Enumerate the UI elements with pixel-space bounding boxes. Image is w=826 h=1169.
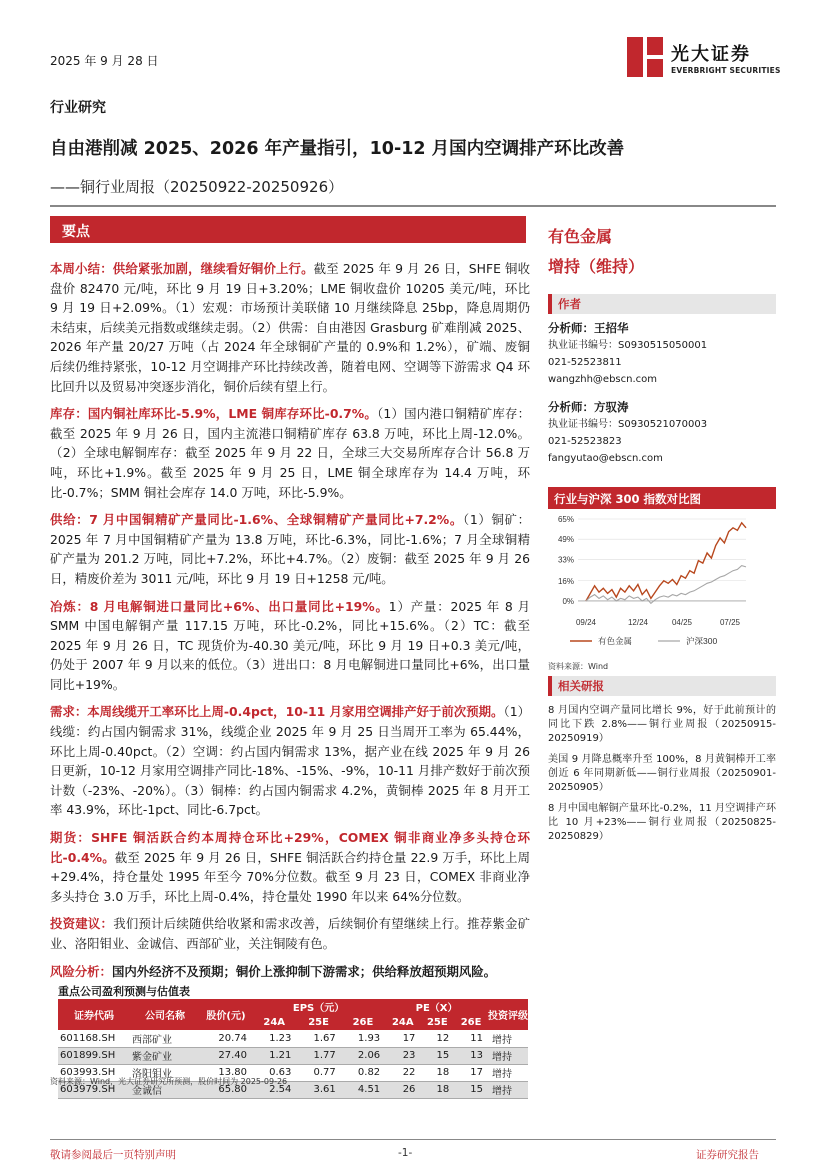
index-comparison-chart [548,513,776,653]
futures-paragraph [50,828,530,906]
paragraph-body: （1）线缆：约占国内铜需求 31%，线缆企业 2025 年 9 月 25 日当周开工率为 65.44%，环比上周-0.40pct。（2）空调：约占国内铜需求 13%，据产业在线 2025 年 9 月 26 日更新，10-12 月家用空调排产同比-18%、-15%、-9%，10-11 月排产数好于前次预计数（-23%、-20%）。（3）铜棒：约占国内铜需求 4.2%，黄铜棒 2025 年 8 月开工率 43.9%，环比-1pct、同比-6.7pct。 [50,704,530,818]
col-rating: 投资评级 [488,999,528,1030]
analyst-cert: 执业证书编号：S0930515050001 [548,340,708,351]
table-cell: 15 [420,1047,454,1064]
inventory-paragraph [50,404,530,502]
table-cell: 15 [454,1081,488,1098]
col-eps-y2: 25E [296,1014,340,1030]
header-divider [50,205,776,207]
y-tick-label: 49% [557,535,574,545]
y-tick-label: 65% [557,515,574,524]
col-price: 股价(元) [200,999,252,1030]
table-cell: 27.40 [200,1047,252,1064]
analyst-email[interactable]: fangyutao@ebscn.com [548,453,663,464]
series-line [586,566,746,604]
col-pe: PE（X） [385,999,488,1014]
analyst-phone: 021-52523823 [548,436,622,447]
paragraph-body: 1）产量：2025 年 8 月 SMM 中国电解铜产量 117.15 万吨，环比-0.2%，同比+15.6%。（2）TC：截至 2025 年 9 月 26 日，TC 现货价为-40.30 美元/吨，环比 9 月 19 日+0.3 美元/吨，仍处于 2007 年 9 月以来的低位。（3）进出口：8 月电解铜进口量同比+6%，出口量同比+19%。 [50,598,530,692]
logo-en-text: EVERBRIGHT SECURITIES [671,66,781,75]
key-points-body [50,259,530,989]
x-tick-label: 07/25 [719,618,741,627]
table-cell: 1.23 [252,1030,296,1047]
table-cell: 紫金矿业 [130,1047,200,1064]
table-cell: 26 [385,1081,420,1098]
paragraph-lead: 需求：本周线缆开工率环比上周-0.4pct，10-11 月家用空调排产好于前次预期。 [50,704,504,720]
summary-paragraph [50,259,530,396]
smelting-paragraph [50,597,530,695]
paragraph-body: 我们预计后续随供给收紧和需求改善，后续铜价有望继续上行。推荐紫金矿业、洛阳钼业、金诚信、西部矿业，关注铜陵有色。 [50,916,531,951]
authors-header: 作者 [548,294,776,314]
table-cell: 2.54 [252,1081,296,1098]
table-cell: 12 [420,1030,454,1047]
table-cell: 23 [385,1047,420,1064]
table-cell: 13 [454,1047,488,1064]
col-pe-y1: 24A [385,1014,420,1030]
demand-paragraph [50,702,530,820]
x-tick-label: 09/24 [575,618,597,627]
table-cell: 18 [420,1081,454,1098]
table-row [58,1030,528,1047]
table-note: 资料来源：Wind，光大证券研究所预测，股价时间为 2025-09-26 [50,1077,288,1086]
x-tick-label: 12/24 [627,618,649,627]
analyst-phone: 021-52523811 [548,357,622,368]
paragraph-body: 国内外经济不及预期；铜价上涨抑制下游需求；供给释放超预期风险。 [111,963,497,979]
paragraph-lead: 投资建议： [50,916,114,932]
table-cell: 1.77 [296,1047,340,1064]
paragraph-lead: 供给：7 月中国铜精矿产量同比-1.6%、全球铜精矿产量同比+7.2%。 [50,512,463,528]
logo-cn-text: 光大证券 [671,44,751,65]
sector-name: 有色金属 [548,227,613,246]
logo-mark-icon [627,37,663,77]
table-cell: 增持 [488,1047,528,1064]
col-pe-y3: 26E [454,1014,488,1030]
analyst-email[interactable]: wangzhh@ebscn.com [548,374,657,385]
paragraph-lead: 期货：SHFE 铜活跃合约本周持仓环比+29%，COMEX 铜非商业净多头持仓环比-0.4%。 [50,830,530,865]
supply-paragraph [50,510,530,588]
table-cell: 11 [454,1030,488,1047]
table-cell: 601168.SH [58,1030,130,1047]
table-cell: 0.82 [341,1064,385,1081]
analyst-cert: 执业证书编号：S0930521070003 [548,419,708,430]
paragraph-body: 截至 2025 年 9 月 26 日，SHFE 铜活跃合约持仓量 22.9 万手，环比上周+29.4%，持仓量处 1995 年至今 70%分位数。截至 9 月 23 日，COMEX 非商业净多头持仓 3.0 万手，环比上周-0.4%，持仓量处 1990 年以来 64%分位数。 [50,849,531,904]
col-eps-y1: 24A [252,1014,296,1030]
table-cell: 增持 [488,1064,528,1081]
analyst-name: 分析师：王招华 [548,321,629,335]
x-tick-label: 04/25 [671,618,693,627]
table-cell: 1.93 [341,1030,385,1047]
chart-title-bar: 行业与沪深 300 指数对比图 [548,487,776,509]
chart-source: 资料来源：Wind [548,662,609,671]
table-cell: 洛阳钼业 [130,1064,200,1081]
table-cell: 17 [385,1030,420,1047]
table-cell: 1.67 [296,1030,340,1047]
table-cell: 西部矿业 [130,1030,200,1047]
company-logo [627,34,781,82]
table-cell: 金诚信 [130,1081,200,1098]
table-cell: 22 [385,1064,420,1081]
col-eps: EPS（元） [252,999,385,1014]
analyst-card [548,319,776,388]
analyst-card [548,398,776,467]
col-code: 证券代码 [58,999,130,1030]
footer-disclaimer[interactable]: 敬请参阅最后一页特别声明 [50,1149,176,1161]
paragraph-lead: 风险分析： [50,963,112,979]
table-cell: 2.06 [341,1047,385,1064]
table-cell: 0.63 [252,1064,296,1081]
related-report-item[interactable]: 8 月国内空调产量同比增长 9%，好于此前预计的同比下跌 2.8%——铜行业周报（20250915-20250919） [548,705,776,744]
investment-paragraph [50,914,530,953]
related-report-item[interactable]: 8 月中国电解铜产量环比-0.2%，11 月空调排产环比 10 月+23%——铜行业周报（20250825-20250829） [548,803,776,842]
table-cell: 603993.SH [58,1064,130,1081]
table-cell: 增持 [488,1081,528,1098]
table-cell: 13.80 [200,1064,252,1081]
sector-rating: 增持（维持） [548,257,645,276]
table-row [58,1047,528,1064]
report-date: 2025 年 9 月 28 日 [50,54,159,68]
table-cell: 601899.SH [58,1047,130,1064]
key-points-label: 要点 [62,224,90,240]
table-cell: 18 [420,1064,454,1081]
key-points-bar [50,216,526,243]
paragraph-lead: 本周小结：供给紧张加剧，继续看好铜价上行。 [50,261,314,276]
legend-label: 沪深300 [686,636,718,646]
related-reports-header: 相关研报 [548,676,776,696]
paragraph-lead: 库存：国内铜社库环比-5.9%，LME 铜库存环比-0.7%。 [50,406,378,422]
footer-divider [50,1139,776,1140]
y-tick-label: 33% [557,555,574,565]
analyst-name: 分析师：方驭涛 [548,400,629,414]
table-cell: 65.80 [200,1081,252,1098]
paragraph-body: （1）国内港口铜精矿库存：截至 2025 年 9 月 26 日，国内主流港口铜精矿库存 63.8 万吨，环比上周-12.0%。（2）全球电解铜库存：截至 2025 年 9 月 22 日，全球三大交易所库存合计 56.8 万吨，环比+1.9%。截至 2025 年 9 月 25 日，LME 铜全球库存为 14.4 万吨，环比-0.7%；SMM 铜社会库存 14.0 万吨，环比-5.9%。 [50,406,530,500]
related-report-item[interactable]: 美国 9 月降息概率升至 100%，8 月黄铜棒开工率创近 6 年同期新低——铜行业周报（20250901-20250905） [548,754,776,793]
col-name: 公司名称 [130,999,200,1030]
table-cell: 0.77 [296,1064,340,1081]
related-reports-list [548,704,776,844]
page-number: -1- [398,1147,413,1159]
risk-paragraph [50,962,530,982]
y-tick-label: 16% [557,576,574,586]
paragraph-body: （1）铜矿：2025 年 7 月中国铜精矿产量为 13.8 万吨，环比-6.3%，同比-1.6%；7 月全球铜精矿产量为 201.2 万吨，同比+7.2%，环比+4.7%。（2）废铜：截至 2025 年 9 月 26 日，精废价差为 3011 元/吨，环比 9 月 19 日+1258 元/吨。 [50,512,530,586]
report-category: 行业研究 [50,100,106,116]
table-cell: 603979.SH [58,1081,130,1098]
report-title: 自由港削减 2025、2026 年产量指引，10-12 月国内空调排产环比改善 [50,139,625,159]
paragraph-lead: 冶炼：8 月电解铜进口量同比+6%、出口量同比+19%。 [50,598,389,614]
col-pe-y2: 25E [420,1014,454,1030]
paragraph-body: 截至 2025 年 9 月 26 日，SHFE 铜收盘价 82470 元/吨，环比 9 月 19 日+3.20%；LME 铜收盘价 10205 美元/吨，环比 9 月 19 日+2.09%。（1）宏观：市场预计美联储 10 月继续降息 25bp，降息周期仍未结束，后续美元指数或继续走弱。（2）供需：自由港因 Grasburg 矿难削减 2025、2026 年产量 20/27 万吨（占 2024 年全球铜矿产量的 0.9%和 1.2%），矿端、废铜后续仍维持紧张，10-12 月空调排产环比持续改善，随着电网、空调等下游需求 Q4 环比回升以及贸易冲突逐步消化，铜价后续有望上行。 [50,261,530,394]
series-line [586,523,746,601]
table-title: 重点公司盈利预测与估值表 [58,985,190,998]
table-cell: 20.74 [200,1030,252,1047]
table-cell: 增持 [488,1030,528,1047]
col-eps-y3: 26E [341,1014,385,1030]
table-cell: 4.51 [341,1081,385,1098]
report-subtitle: ——铜行业周报（20250922-20250926） [50,178,344,196]
footer-report-type: 证券研究报告 [696,1149,759,1161]
table-cell: 17 [454,1064,488,1081]
table-cell: 3.61 [296,1081,340,1098]
sidebar [548,222,776,851]
y-tick-label: 0% [562,596,574,606]
table-cell: 1.21 [252,1047,296,1064]
legend-label: 有色金属 [598,636,633,646]
